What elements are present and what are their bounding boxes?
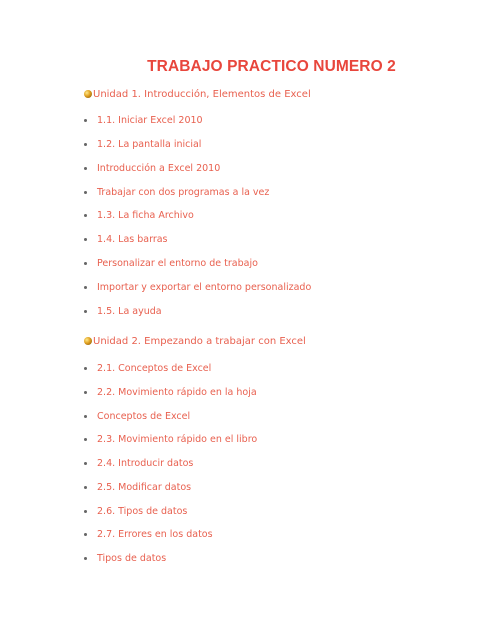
bullet-icon bbox=[84, 438, 87, 441]
bullet-icon bbox=[84, 286, 87, 289]
unit-heading-text: Unidad 1. Introducción, Elementos de Excel bbox=[93, 89, 311, 100]
bullet-icon bbox=[84, 510, 87, 513]
list-item: Importar y exportar el entorno personalizado bbox=[84, 282, 311, 293]
list-item: Conceptos de Excel bbox=[84, 411, 190, 422]
bullet-icon bbox=[84, 391, 87, 394]
bullet-icon bbox=[84, 557, 87, 560]
list-item: 2.1. Conceptos de Excel bbox=[84, 363, 211, 374]
list-item: 2.3. Movimiento rápido en el libro bbox=[84, 434, 257, 445]
list-item: 1.2. La pantalla inicial bbox=[84, 139, 201, 150]
orb-bullet-icon bbox=[84, 90, 92, 98]
list-item: Trabajar con dos programas a la vez bbox=[84, 187, 269, 198]
bullet-icon bbox=[84, 462, 87, 465]
bullet-icon bbox=[84, 214, 87, 217]
list-item: 2.6. Tipos de datos bbox=[84, 506, 187, 517]
unit-heading-1 bbox=[84, 89, 311, 100]
orb-bullet-icon bbox=[84, 337, 92, 345]
bullet-icon bbox=[84, 367, 87, 370]
unit-heading-text: Unidad 2. Empezando a trabajar con Excel bbox=[93, 336, 306, 347]
bullet-icon bbox=[84, 415, 87, 418]
bullet-icon bbox=[84, 119, 87, 122]
list-item: 2.4. Introducir datos bbox=[84, 458, 193, 469]
bullet-icon bbox=[84, 262, 87, 265]
list-item: 2.5. Modificar datos bbox=[84, 482, 191, 493]
list-item: 1.3. La ficha Archivo bbox=[84, 210, 194, 221]
list-item: 2.2. Movimiento rápido en la hoja bbox=[84, 387, 257, 398]
list-item: Introducción a Excel 2010 bbox=[84, 163, 220, 174]
bullet-icon bbox=[84, 486, 87, 489]
bullet-icon bbox=[84, 238, 87, 241]
page-title: TRABAJO PRACTICO NUMERO 2 bbox=[147, 58, 396, 75]
list-item: Personalizar el entorno de trabajo bbox=[84, 258, 258, 269]
bullet-icon bbox=[84, 310, 87, 313]
list-item: 1.4. Las barras bbox=[84, 234, 168, 245]
bullet-icon bbox=[84, 533, 87, 536]
list-item: 1.1. Iniciar Excel 2010 bbox=[84, 115, 203, 126]
unit-heading-2 bbox=[84, 336, 306, 347]
list-item: Tipos de datos bbox=[84, 553, 166, 564]
bullet-icon bbox=[84, 191, 87, 194]
bullet-icon bbox=[84, 167, 87, 170]
list-item: 2.7. Errores en los datos bbox=[84, 529, 213, 540]
list-item: 1.5. La ayuda bbox=[84, 306, 162, 317]
bullet-icon bbox=[84, 143, 87, 146]
